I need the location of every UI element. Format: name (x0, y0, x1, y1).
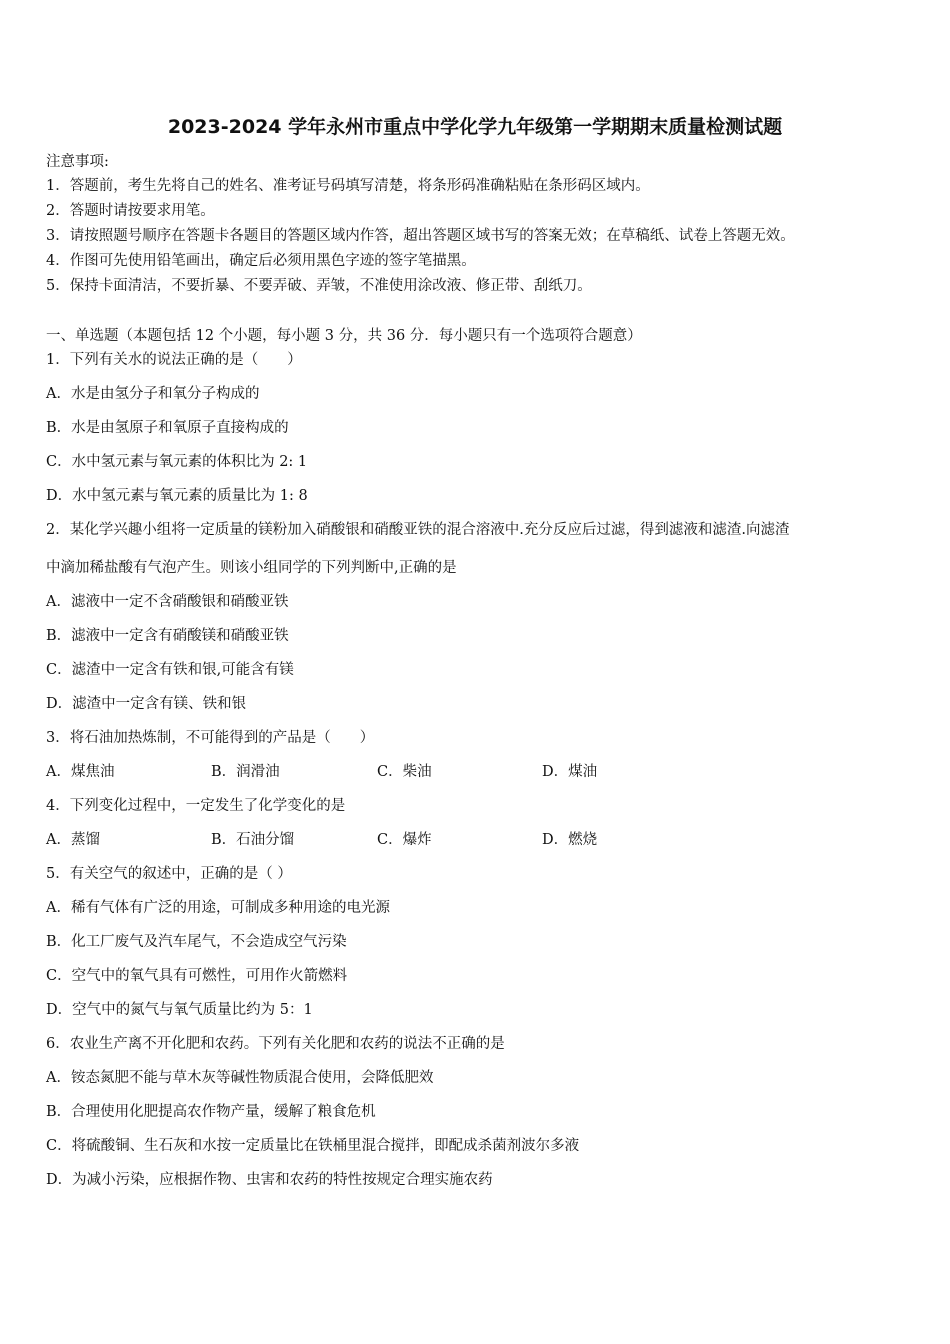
question-2-option-a: A．滤液中一定不含硝酸银和硝酸亚铁 (46, 594, 289, 610)
question-5-option-a: A．稀有气体有广泛的用途，可制成多种用途的电光源 (46, 900, 390, 916)
question-3-option-b: B．润滑油 (211, 764, 280, 780)
question-6-option-d: D．为减小污染，应根据作物、虫害和农药的特性按规定合理实施农药 (46, 1172, 493, 1188)
question-1-option-b: B．水是由氢原子和氧原子直接构成的 (46, 420, 289, 436)
question-2-stem-line1: 2．某化学兴趣小组将一定质量的镁粉加入硝酸银和硝酸亚铁的混合溶液中.充分反应后过滤，得到滤液和滤渣.向滤渣 (46, 522, 790, 538)
note-item: 1．答题前，考生先将自己的姓名、准考证号码填写清楚，将条形码准确粘贴在条形码区域内。 (46, 178, 650, 194)
question-2-option-c: C．滤渣中一定含有铁和银,可能含有镁 (46, 662, 294, 678)
note-item: 4．作图可先使用铅笔画出，确定后必须用黑色字迹的签字笔描黑。 (46, 253, 476, 269)
exam-title: 2023-2024 学年永州市重点中学化学九年级第一学期期末质量检测试题 (167, 116, 783, 138)
question-1-option-a: A．水是由氢分子和氧分子构成的 (46, 386, 260, 402)
question-1-option-d: D．水中氢元素与氧元素的质量比为 1: 8 (46, 488, 308, 504)
question-6-option-b: B．合理使用化肥提高农作物产量，缓解了粮食危机 (46, 1104, 376, 1120)
question-5-option-d: D．空气中的氮气与氧气质量比约为 5：1 (46, 1002, 313, 1018)
note-item: 2．答题时请按要求用笔。 (46, 203, 215, 219)
question-3-option-d: D．煤油 (542, 764, 598, 780)
question-4-option-d: D．燃烧 (542, 832, 598, 848)
question-6-option-c: C．将硫酸铜、生石灰和水按一定质量比在铁桶里混合搅拌，即配成杀菌剂波尔多液 (46, 1138, 580, 1154)
question-6-stem: 6．农业生产离不开化肥和农药。下列有关化肥和农药的说法不正确的是 (46, 1036, 505, 1052)
question-4-option-a: A．蒸馏 (46, 832, 100, 848)
question-4-options (46, 830, 906, 850)
question-3-option-a: A．煤焦油 (46, 764, 115, 780)
note-item: 3．请按照题号顺序在答题卡各题目的答题区域内作答，超出答题区域书写的答案无效；在草稿纸、试卷上答题无效。 (46, 228, 795, 244)
question-1-stem: 1．下列有关水的说法正确的是（ ） (46, 352, 302, 368)
question-2-stem-line2: 中滴加稀盐酸有气泡产生。则该小组同学的下列判断中,正确的是 (46, 560, 457, 576)
question-5-stem: 5．有关空气的叙述中，正确的是（ ） (46, 866, 292, 882)
question-1-option-c: C．水中氢元素与氧元素的体积比为 2: 1 (46, 454, 308, 470)
question-3-option-c: C．柴油 (377, 764, 432, 780)
question-5-option-c: C．空气中的氧气具有可燃性，可用作火箭燃料 (46, 968, 348, 984)
question-6-option-a: A．铵态氮肥不能与草木灰等碱性物质混合使用，会降低肥效 (46, 1070, 434, 1086)
section-heading: 一、单选题（本题包括 12 个小题，每小题 3 分，共 36 分．每小题只有一个选项符合题意） (46, 328, 642, 344)
question-3-options (46, 762, 906, 782)
question-4-option-c: C．爆炸 (377, 832, 432, 848)
question-3-stem: 3．将石油加热炼制，不可能得到的产品是（ ） (46, 730, 375, 746)
notes-heading: 注意事项: (46, 154, 109, 170)
question-2-option-b: B．滤液中一定含有硝酸镁和硝酸亚铁 (46, 628, 289, 644)
question-5-option-b: B．化工厂废气及汽车尾气，不会造成空气污染 (46, 934, 347, 950)
question-4-stem: 4．下列变化过程中，一定发生了化学变化的是 (46, 798, 346, 814)
note-item: 5．保持卡面清洁，不要折暴、不要弄破、弄皱，不准使用涂改液、修正带、刮纸刀。 (46, 278, 592, 294)
question-2-option-d: D．滤渣中一定含有镁、铁和银 (46, 696, 247, 712)
question-4-option-b: B．石油分馏 (211, 832, 295, 848)
